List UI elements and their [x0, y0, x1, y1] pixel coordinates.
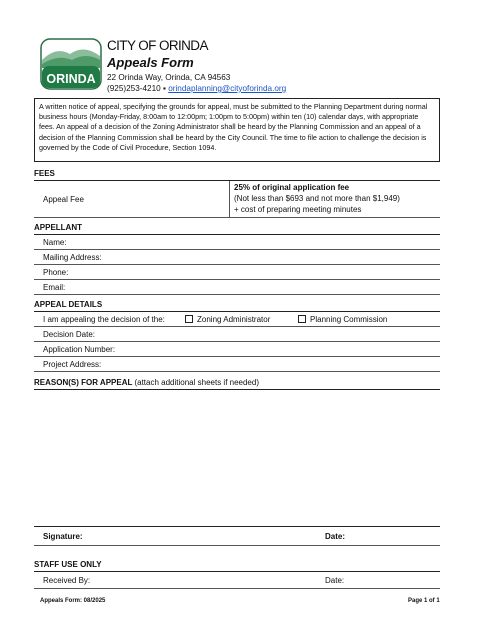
page-title: Appeals Form: [107, 55, 194, 70]
row-rule: [34, 249, 440, 250]
reasons-heading-label: REASON(S) FOR APPEAL: [34, 378, 133, 387]
name-field[interactable]: Name:: [43, 238, 67, 247]
staff-heading: STAFF USE ONLY: [34, 560, 102, 569]
row-rule: [34, 588, 440, 589]
fees-heading: FEES: [34, 169, 55, 178]
appeal-fee-line2: (Not less than $693 and not more than $1,949): [234, 194, 400, 203]
staff-heading-rule: [34, 571, 440, 572]
signature-label[interactable]: Signature:: [43, 532, 83, 541]
fees-divider: [229, 181, 230, 217]
email-link[interactable]: orindaplanning@cityoforinda.org: [168, 84, 287, 93]
decision-date-field[interactable]: Decision Date:: [43, 330, 96, 339]
footer-page-number: Page 1 of 1: [408, 598, 440, 604]
appeal-fee-line1: 25% of original application fee: [234, 183, 350, 192]
appeal-details-heading-rule: [34, 311, 440, 312]
zoning-administrator-checkbox[interactable]: [185, 315, 193, 323]
reasons-text-area[interactable]: [34, 391, 440, 524]
logo-text: ORINDA: [46, 72, 96, 86]
signature-date-label[interactable]: Date:: [325, 532, 346, 541]
city-logo: [40, 38, 102, 90]
fees-bottom-rule: [34, 217, 440, 218]
signature-top-rule: [34, 526, 440, 527]
email-field[interactable]: Email:: [43, 283, 66, 292]
phone-number: (925)253-4210: [107, 84, 161, 93]
notice-box: A written notice of appeal, specifying the grounds for appeal, must be submitted to the Planning Department during normal business hours (Monday-Friday, 8:00am to 12:00pm; 1:00pm to 5:00pm) within ten (10) calendar days, with appropriate fees. An appeal of a decision of the Zoning Administrator shall be heard by the Planning Commission and an appeal of a decision of the Planning Commission shall be heard by the City Council. The time to file action to challenge the decision is governed by the Code of Civil Procedure, Section 1094.: [34, 98, 440, 162]
appellant-heading: APPELLANT: [34, 223, 82, 232]
footer-form-version: Appeals Form: 08/2025: [40, 598, 106, 604]
phone-field[interactable]: Phone:: [43, 268, 69, 277]
city-address: 22 Orinda Way, Orinda, CA 94563: [107, 73, 231, 82]
row-rule: [34, 371, 440, 372]
appellant-heading-rule: [34, 234, 440, 235]
city-name: CITY OF ORINDA: [107, 38, 208, 53]
planning-commission-label: Planning Commission: [310, 315, 388, 324]
mailing-address-field[interactable]: Mailing Address:: [43, 253, 102, 262]
received-by-field[interactable]: Received By:: [43, 576, 91, 585]
row-rule: [34, 341, 440, 342]
decision-label: I am appealing the decision of the:: [43, 315, 165, 324]
reasons-note: (attach additional sheets if needed): [134, 378, 259, 387]
appeal-fee-line3: + cost of preparing meeting minutes: [234, 205, 362, 214]
row-rule: [34, 279, 440, 280]
row-rule: [34, 356, 440, 357]
row-rule: [34, 326, 440, 327]
row-rule: [34, 294, 440, 295]
zoning-administrator-option[interactable]: [185, 315, 270, 324]
row-rule: [34, 545, 440, 546]
reasons-heading: [34, 378, 259, 387]
appeal-details-heading: APPEAL DETAILS: [34, 300, 103, 309]
contact-line: [107, 84, 286, 93]
project-address-field[interactable]: Project Address:: [43, 360, 102, 369]
separator-bullet: ▪: [163, 84, 166, 93]
row-rule: [34, 264, 440, 265]
planning-commission-checkbox[interactable]: [298, 315, 306, 323]
staff-date-field[interactable]: Date:: [325, 576, 345, 585]
planning-commission-option[interactable]: [298, 315, 387, 324]
zoning-administrator-label: Zoning Administrator: [197, 315, 271, 324]
appeal-fee-label: Appeal Fee: [43, 195, 84, 204]
application-number-field[interactable]: Application Number:: [43, 345, 116, 354]
